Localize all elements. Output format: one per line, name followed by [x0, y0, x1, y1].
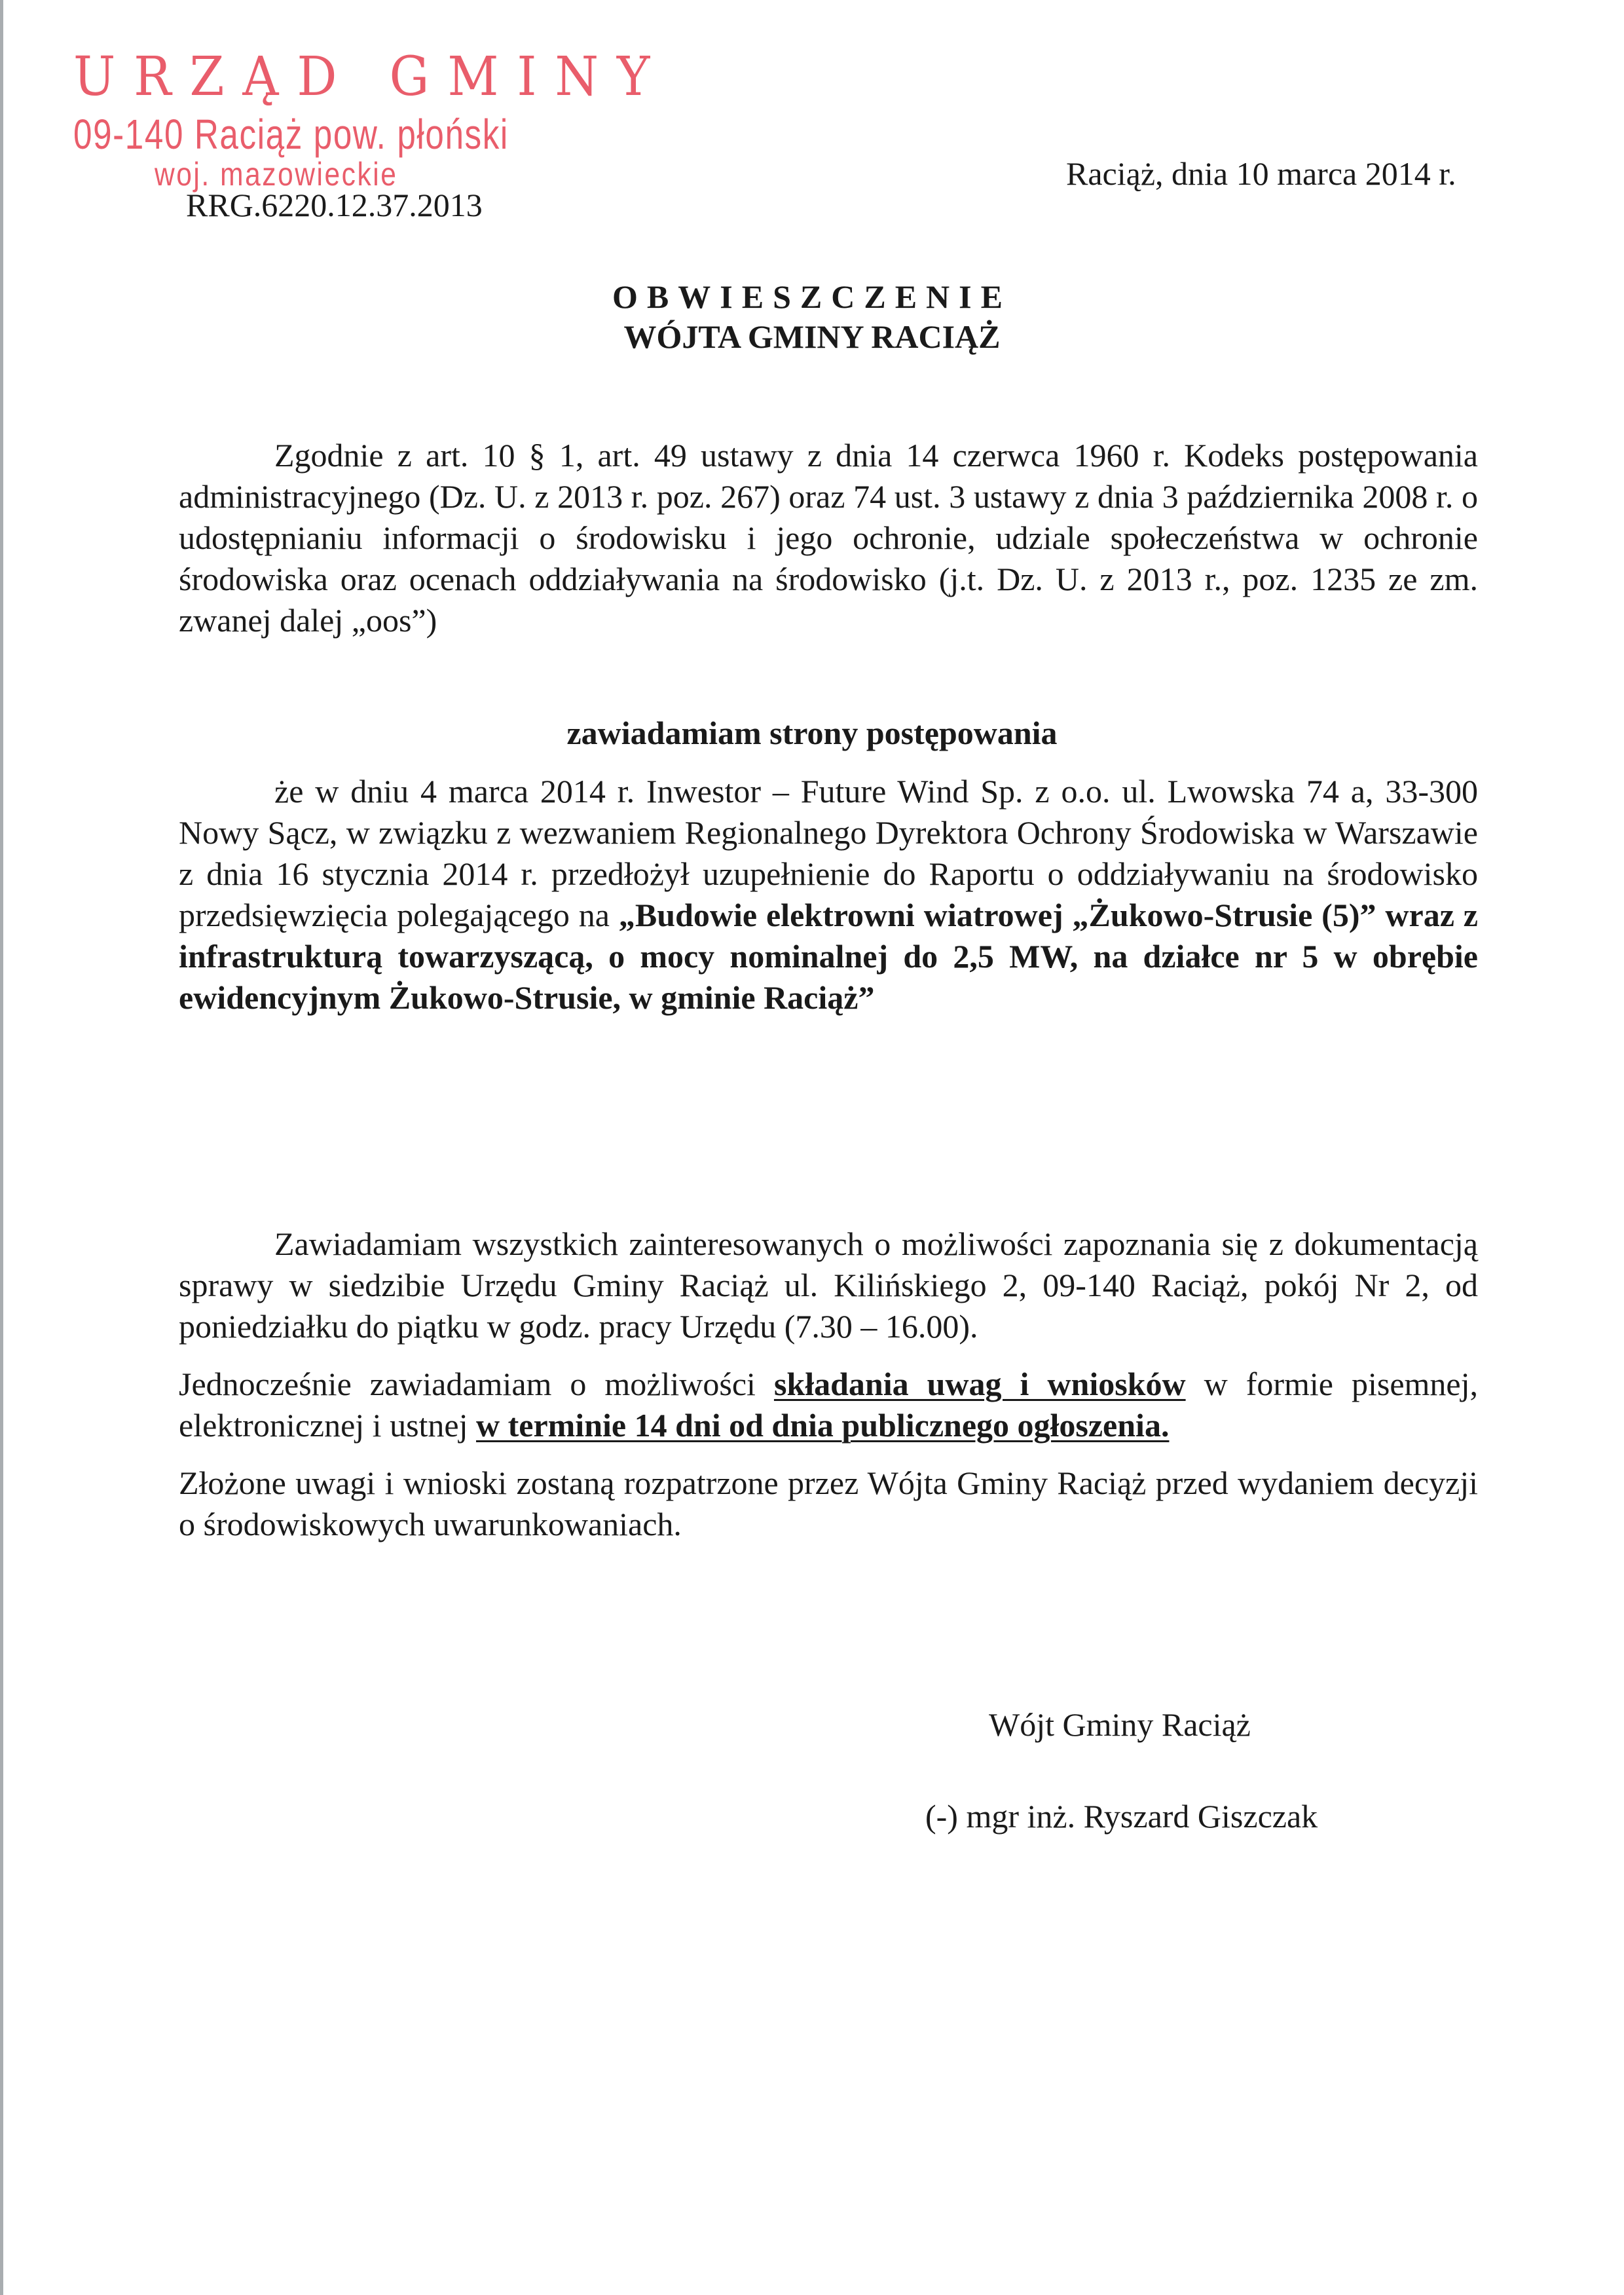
notice-heading: zawiadamiam strony postępowania: [566, 715, 1058, 751]
office-stamp-title: URZĄD GMINY: [73, 46, 669, 108]
notice-paragraph: [179, 771, 1478, 1018]
deadline-emphasis: w terminie 14 dni od dnia publicznego ogłoszenia.: [476, 1407, 1170, 1444]
reference-number: RRG.6220.12.37.2013: [186, 187, 483, 223]
comments-info-paragraph: [179, 1364, 1478, 1446]
closing-paragraph: Złożone uwagi i wnioski zostaną rozpatrzone przez Wójta Gminy Raciąż przed wydaniem decyzji o środowiskowych uwarunkowaniach.: [179, 1465, 1478, 1542]
place-and-date: Raciąż, dnia 10 marca 2014 r.: [1066, 155, 1456, 192]
project-description: „Budowie elektrowni wiatrowej „Żukowo-Strusie (5)” wraz z infrastrukturą towarzyszącą, o mocy nominalnej do 2,5 MW, na działce nr 5 w obrębie ewidencyjnym Żukowo-Strusie, w gminie Raciąż”: [179, 897, 1478, 1016]
office-stamp-region: woj. mazowieckie: [155, 156, 398, 193]
office-stamp-address: 09-140 Raciąż pow. płoński: [73, 111, 509, 158]
access-info-paragraph: Zawiadamiam wszystkich zainteresowanych o możliwości zapoznania się z dokumentacją sprawy w siedzibie Urzędu Gminy Raciąż ul. Kilińskiego 2, 09-140 Raciąż, pokój Nr 2, od poniedziałku do piątku w godz. pracy Urzędu (7.30 – 16.00).: [179, 1225, 1478, 1345]
comments-emphasis: składania uwag i wniosków: [773, 1366, 1186, 1402]
comments-text-2: w formie pisemnej, elektronicznej i ustnej: [179, 1366, 1478, 1444]
legal-basis-paragraph: Zgodnie z art. 10 § 1, art. 49 ustawy z dnia 14 czerwca 1960 r. Kodeks postępowania administracyjnego (Dz. U. z 2013 r. poz. 267) oraz 74 ust. 3 ustawy z dnia 3 października 2008 r. o udostępnianiu informacji o środowisku i jego ochronie, udziale społeczeństwa w ochronie środowiska oraz ocenach oddziaływania na środowisko (j.t. Dz. U. z 2013 r., poz. 1235 ze zm. zwanej dalej „oos”): [179, 437, 1478, 639]
signatory-name: (-) mgr inż. Ryszard Giszczak: [925, 1798, 1318, 1835]
document-subtitle: WÓJTA GMINY RACIĄŻ: [623, 318, 1001, 355]
document-title: OBWIESZCZENIE: [612, 278, 1012, 315]
notice-text: że w dniu 4 marca 2014 r. Inwestor – Future Wind Sp. z o.o. ul. Lwowska 74 a, 33-300 Nowy Sącz, w związku z wezwaniem Regionalnego Dyrektora Ochrony Środowiska w Warszawie z dnia 16 stycznia 2014 r. przedłożył uzupełnienie do Raportu o oddziaływaniu na środowisko przedsięwzięcia polegającego na: [179, 773, 1478, 933]
signatory-office: Wójt Gminy Raciąż: [989, 1706, 1251, 1743]
comments-text-1: Jednocześnie zawiadamiam o możliwości: [179, 1366, 774, 1402]
